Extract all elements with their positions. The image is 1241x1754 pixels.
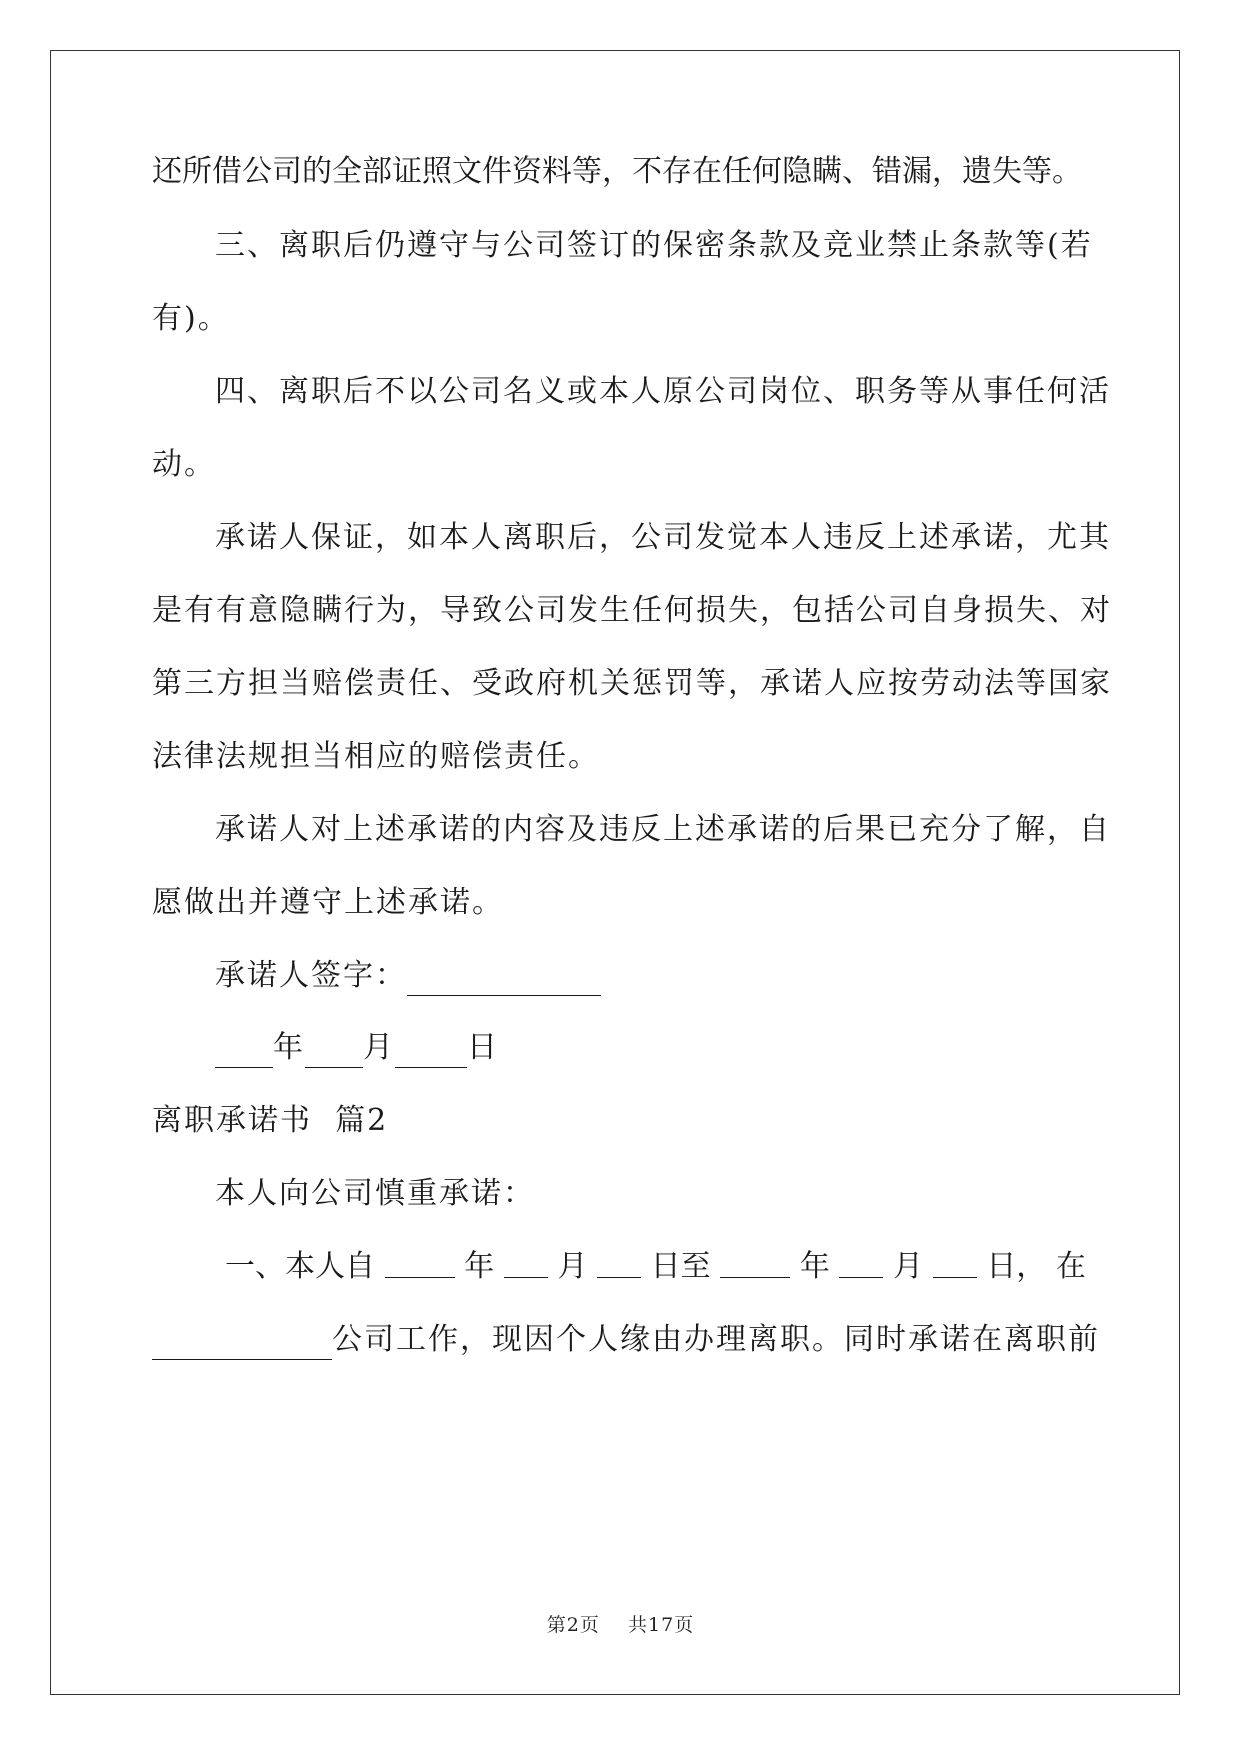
- item-one-cont-text: 公司工作，现因个人缘由办理离职。同时承诺在离职前: [332, 1322, 1100, 1357]
- start-month-blank: [504, 1247, 548, 1278]
- end-day-blank: [933, 1247, 977, 1278]
- day-label: 日: [467, 1030, 499, 1065]
- item-one-prefix: 一、本人自: [225, 1249, 375, 1284]
- body-line-6: 承诺人保证，如本人离职后，公司发觉本人违反上述承诺，尤其: [215, 520, 1111, 555]
- body-line-11: 愿做出并遵守上述承诺。: [152, 885, 504, 920]
- body-line-7: 是有有意隐瞒行为，导致公司发生任何损失，包括公司自身损失、对: [152, 593, 1112, 628]
- body-line-8: 第三方担当赔偿责任、受政府机关惩罚等，承诺人应按劳动法等国家: [152, 666, 1112, 701]
- body-line-1: [152, 152, 1086, 192]
- page-footer: 第2页 共17页: [546, 1614, 695, 1636]
- text-line: 还所借公司的全部证照文件资料等，不存在任何隐瞒、错漏，遗失等。: [152, 154, 1082, 189]
- item-one-continuation: [152, 1320, 1100, 1360]
- company-blank: [152, 1329, 332, 1360]
- end-day-label: 日，: [986, 1249, 1047, 1284]
- signature-line: [215, 956, 601, 996]
- year-blank: [215, 1037, 273, 1068]
- start-day-blank: [597, 1247, 641, 1278]
- end-month-label: 月: [893, 1249, 924, 1284]
- body-line-3: 有)。: [152, 301, 230, 336]
- end-month-blank: [839, 1247, 883, 1278]
- at-label: 在: [1055, 1249, 1086, 1284]
- section-intro: 本人向公司慎重承诺：: [215, 1176, 535, 1211]
- section-title: 离职承诺书 篇2: [152, 1103, 389, 1138]
- body-line-10: 承诺人对上述承诺的内容及违反上述承诺的后果已充分了解，自: [215, 812, 1111, 847]
- end-year-label: 年: [799, 1249, 830, 1284]
- day-blank: [395, 1037, 467, 1068]
- signature-label: 承诺人签字：: [215, 958, 407, 993]
- signature-blank: [407, 965, 601, 996]
- start-day-label: 日至: [650, 1249, 711, 1284]
- year-label: 年: [273, 1030, 305, 1065]
- page-border: [50, 50, 1180, 1695]
- end-year-blank: [720, 1247, 790, 1278]
- item-one-line: [225, 1247, 1086, 1287]
- start-year-blank: [385, 1247, 455, 1278]
- start-month-label: 月: [557, 1249, 588, 1284]
- body-line-5: 动。: [152, 447, 216, 482]
- body-line-9: 法律法规担当相应的赔偿责任。: [152, 739, 600, 774]
- month-label: 月: [363, 1030, 395, 1065]
- body-line-4: 四、离职后不以公司名义或本人原公司岗位、职务等从事任何活: [215, 374, 1111, 409]
- body-line-2: 三、离职后仍遵守与公司签订的保密条款及竞业禁止条款等(若: [215, 228, 1093, 263]
- date-line: [215, 1028, 499, 1068]
- start-year-label: 年: [464, 1249, 495, 1284]
- month-blank: [305, 1037, 363, 1068]
